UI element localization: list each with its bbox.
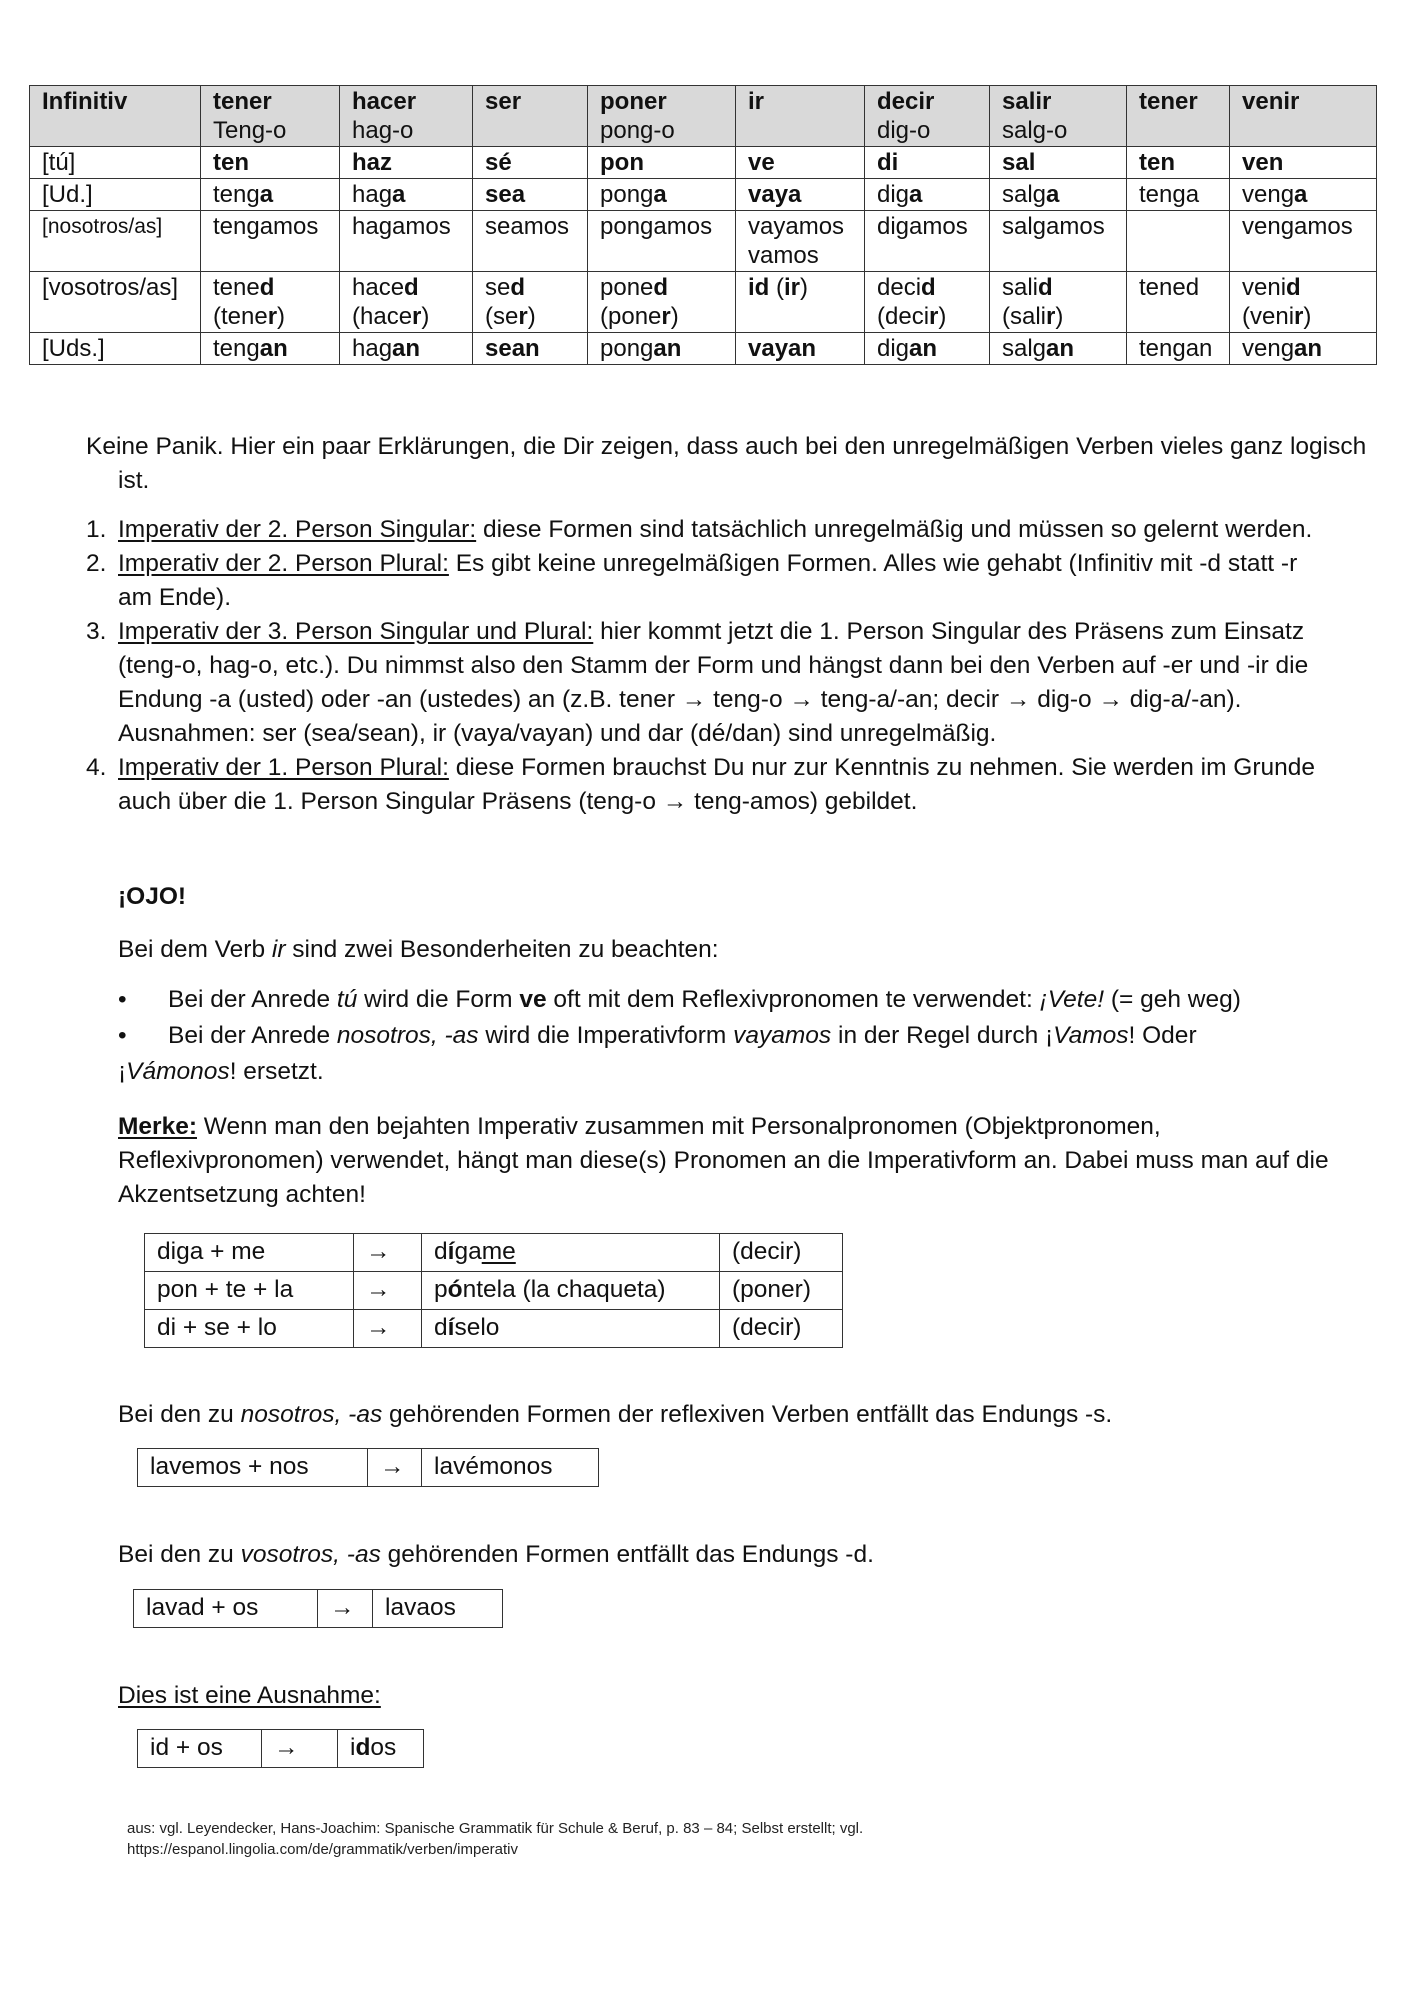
conjugation-cell: sé xyxy=(473,147,588,179)
nosotros-example-table xyxy=(137,1448,599,1487)
pronoun-row xyxy=(145,1310,843,1348)
conjugation-cell xyxy=(1127,211,1230,272)
nosotros-note: Bei den zu nosotros, -as gehörenden Formen der reflexiven Verben entfällt das Endungs -s. xyxy=(118,1401,1113,1428)
conjugation-cell: ve xyxy=(736,147,865,179)
verb-infinitive: poner xyxy=(600,88,667,115)
conjugation-cell: tengan xyxy=(1127,333,1230,365)
conjugation-cell: vengan xyxy=(1230,333,1377,365)
conjugation-cell: salid (salir) xyxy=(990,272,1127,333)
merke-label: Merke: xyxy=(118,1113,197,1140)
verb-stem: salg-o xyxy=(1002,117,1068,144)
conjugation-cell: haz xyxy=(340,147,473,179)
example-row xyxy=(138,1449,599,1487)
conjugation-cell: ten xyxy=(201,147,340,179)
verb-stem: pong-o xyxy=(600,117,675,144)
item-text: diese Formen brauchst Du nur zur Kenntnis zu nehmen. Sie werden im Grunde auch über die 1. Person Singular Präsens (teng-o → teng-amos) gebildet. xyxy=(118,754,1316,815)
source-footer xyxy=(127,1818,1227,1860)
ojo-bullet xyxy=(118,1018,1348,1090)
source-link: https://espanol.lingolia.com/de/grammatik/verben/imperativ xyxy=(127,1841,519,1858)
verb-infinitive: decir xyxy=(877,88,935,115)
verb-stem: dig-o xyxy=(877,117,931,144)
arrow-icon: → xyxy=(262,1730,338,1768)
example-input: lavad + os xyxy=(134,1590,318,1628)
conjugation-cell: di xyxy=(865,147,990,179)
verb-header-cell xyxy=(1127,86,1230,147)
conjugation-cell: sean xyxy=(473,333,588,365)
conjugation-cell: pon xyxy=(588,147,736,179)
bullet-icon: • xyxy=(118,1022,127,1049)
ojo-intro: Bei dem Verb ir sind zwei Besonderheiten zu beachten: xyxy=(118,936,719,963)
person-label: [vosotros/as] xyxy=(30,272,201,333)
conjugation-cell: sed (ser) xyxy=(473,272,588,333)
conjugation-cell: poned (poner) xyxy=(588,272,736,333)
infinitiv-header: Infinitiv xyxy=(30,86,201,147)
bullet-text: Bei der Anrede tú wird die Form ve oft mit dem Reflexivpronomen te verwendet: ¡Vete! (= geh weg) xyxy=(168,986,1241,1013)
arrow-icon: → xyxy=(354,1234,422,1272)
person-label: [Ud.] xyxy=(30,179,201,211)
conjugation-cell: tenga xyxy=(1127,179,1230,211)
conjugation-cell: sal xyxy=(990,147,1127,179)
vosotros-note: Bei den zu vosotros, -as gehörenden Formen entfällt das Endungs -d. xyxy=(118,1541,874,1568)
table-row xyxy=(30,147,1377,179)
pronoun-row xyxy=(145,1272,843,1310)
item-title: Imperativ der 2. Person Plural: xyxy=(118,550,449,577)
conjugation-cell: vengamos xyxy=(1230,211,1377,272)
conjugation-cell: pongan xyxy=(588,333,736,365)
verb-infinitive: tener xyxy=(1139,88,1198,115)
verb-header-cell xyxy=(865,86,990,147)
example-input: lavemos + nos xyxy=(138,1449,368,1487)
table-row xyxy=(30,211,1377,272)
pronoun-input: di + se + lo xyxy=(145,1310,354,1348)
conjugation-cell: decid (decir) xyxy=(865,272,990,333)
conjugation-cell: digamos xyxy=(865,211,990,272)
vosotros-example-table xyxy=(133,1589,503,1628)
ojo-heading: ¡OJO! xyxy=(118,883,187,910)
conjugation-cell: haga xyxy=(340,179,473,211)
pronoun-attachment-table xyxy=(144,1233,843,1348)
intro-paragraph: Keine Panik. Hier ein paar Erklärungen, die Dir zeigen, dass auch bei den unregelmäßigen Verben vieles ganz logisch ist. xyxy=(86,433,1367,494)
ojo-bullet-list xyxy=(118,982,1348,1090)
example-result: lavaos xyxy=(373,1590,503,1628)
verb-infinitive: venir xyxy=(1242,88,1300,115)
conjugation-cell: ponga xyxy=(588,179,736,211)
conjugation-cell: sea xyxy=(473,179,588,211)
conjugation-cell: vayamos vamos xyxy=(736,211,865,272)
conjugation-cell: ten xyxy=(1127,147,1230,179)
verb-infinitive: ir xyxy=(748,88,765,115)
ojo-bullet xyxy=(118,982,1348,1018)
bullet-continuation: ¡Vámonos! ersetzt. xyxy=(118,1058,324,1085)
conjugation-cell: id (ir) xyxy=(736,272,865,333)
table-header-row xyxy=(30,86,1377,147)
verb-header-cell xyxy=(473,86,588,147)
imperative-conjugation-table xyxy=(29,85,1377,365)
conjugation-cell: diga xyxy=(865,179,990,211)
item-text: diese Formen sind tatsächlich unregelmäßig und müssen so gelernt werden. xyxy=(476,516,1313,543)
pronoun-verb: (decir) xyxy=(720,1234,843,1272)
verb-header-cell xyxy=(736,86,865,147)
item-number: 3. xyxy=(86,618,107,645)
item-number: 4. xyxy=(86,754,107,781)
verb-stem: Teng-o xyxy=(213,117,287,144)
conjugation-cell: ven xyxy=(1230,147,1377,179)
explanation-list xyxy=(86,513,1336,819)
arrow-icon: → xyxy=(318,1590,373,1628)
conjugation-cell: salga xyxy=(990,179,1127,211)
conjugation-cell: salgan xyxy=(990,333,1127,365)
conjugation-cell: seamos xyxy=(473,211,588,272)
source-line-1: aus: vgl. Leyendecker, Hans-Joachim: Spanische Grammatik für Schule & Beruf, p. 83 – 84; Selbst erstellt; vgl. xyxy=(127,1820,864,1837)
pronoun-verb: (poner) xyxy=(720,1272,843,1310)
verb-infinitive: hacer xyxy=(352,88,417,115)
verb-header-cell xyxy=(201,86,340,147)
pronoun-result: dígame xyxy=(422,1234,720,1272)
verb-infinitive: tener xyxy=(213,88,272,115)
item-title: Imperativ der 1. Person Plural: xyxy=(118,754,449,781)
verb-infinitive: salir xyxy=(1002,88,1052,115)
conjugation-cell: tengamos xyxy=(201,211,340,272)
conjugation-cell: salgamos xyxy=(990,211,1127,272)
explanation-item xyxy=(86,615,1336,751)
conjugation-cell: hagan xyxy=(340,333,473,365)
conjugation-cell: digan xyxy=(865,333,990,365)
example-row xyxy=(134,1590,503,1628)
verb-header-cell xyxy=(588,86,736,147)
item-text: hier kommt jetzt die 1. Person Singular des Präsens zum Einsatz (teng-o, hag-o, etc.). Du nimmst also den Stamm der Form und hängst dann bei den Verben auf -er und -ir die Endung -a (usted) oder -an (ustedes) an (z.B. tener → teng-o → teng-a/-an; decir → dig-o → dig-a/-an). Ausnahmen: ser (sea/sean), ir (vaya/vayan) und dar (dé/dan) sind unregelmäßig. xyxy=(118,618,1309,747)
conjugation-cell: pongamos xyxy=(588,211,736,272)
item-title: Imperativ der 3. Person Singular und Plural: xyxy=(118,618,594,645)
person-label: [tú] xyxy=(30,147,201,179)
arrow-icon: → xyxy=(354,1310,422,1348)
item-title: Imperativ der 2. Person Singular: xyxy=(118,516,477,543)
pronoun-verb: (decir) xyxy=(720,1310,843,1348)
example-result: idos xyxy=(338,1730,424,1768)
item-number: 2. xyxy=(86,550,107,577)
example-result: lavémonos xyxy=(422,1449,599,1487)
conjugation-cell: tened (tener) xyxy=(201,272,340,333)
exception-example-table xyxy=(137,1729,424,1768)
verb-header-cell xyxy=(340,86,473,147)
item-number: 1. xyxy=(86,516,107,543)
explanation-item xyxy=(86,513,1336,547)
conjugation-cell: tened xyxy=(1127,272,1230,333)
person-label: [Uds.] xyxy=(30,333,201,365)
verb-stem: hag-o xyxy=(352,117,414,144)
verb-infinitive: ser xyxy=(485,88,522,115)
table-row xyxy=(30,179,1377,211)
verb-header-cell xyxy=(990,86,1127,147)
table-row xyxy=(30,272,1377,333)
conjugation-cell: hagamos xyxy=(340,211,473,272)
conjugation-cell: venga xyxy=(1230,179,1377,211)
conjugation-cell: venid (venir) xyxy=(1230,272,1377,333)
pronoun-row xyxy=(145,1234,843,1272)
pronoun-result: póntela (la chaqueta) xyxy=(422,1272,720,1310)
item-text: Es gibt keine unregelmäßigen Formen. Alles wie gehabt (Infinitiv mit -d statt -r am Ende). xyxy=(118,550,1298,611)
pronoun-input: pon + te + la xyxy=(145,1272,354,1310)
merke-paragraph xyxy=(118,1110,1348,1212)
arrow-icon: → xyxy=(368,1449,422,1487)
example-input: id + os xyxy=(138,1730,262,1768)
pronoun-input: diga + me xyxy=(145,1234,354,1272)
conjugation-cell: vaya xyxy=(736,179,865,211)
conjugation-cell: haced (hacer) xyxy=(340,272,473,333)
arrow-icon: → xyxy=(354,1272,422,1310)
bullet-icon: • xyxy=(118,986,127,1013)
exception-label: Dies ist eine Ausnahme: xyxy=(118,1682,381,1709)
person-label: [nosotros/as] xyxy=(30,211,201,272)
verb-header-cell xyxy=(1230,86,1377,147)
explanation-item xyxy=(86,547,1336,615)
conjugation-cell: vayan xyxy=(736,333,865,365)
pronoun-result: díselo xyxy=(422,1310,720,1348)
example-row xyxy=(138,1730,424,1768)
merke-text: Wenn man den bejahten Imperativ zusammen mit Personalpronomen (Objektpronomen, Reflexivpronomen) verwendet, hängt man diese(s) Pronomen an die Imperativform an. Dabei muss man auf die Akzentsetzung achten! xyxy=(118,1113,1329,1208)
conjugation-cell: tengan xyxy=(201,333,340,365)
explanation-item xyxy=(86,751,1336,819)
conjugation-cell: tenga xyxy=(201,179,340,211)
table-row xyxy=(30,333,1377,365)
bullet-text: Bei der Anrede nosotros, -as wird die Imperativform vayamos in der Regel durch ¡Vamos! Oder xyxy=(168,1022,1197,1049)
